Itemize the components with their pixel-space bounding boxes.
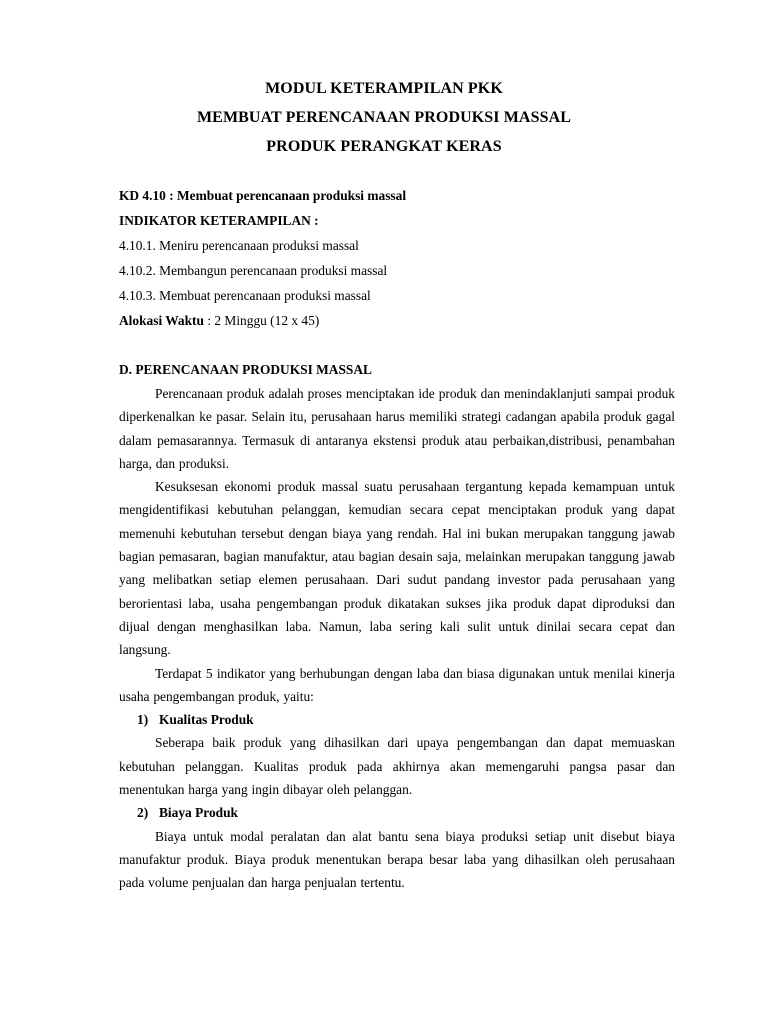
list-item-heading xyxy=(119,801,675,824)
indicator-heading: INDIKATOR KETERAMPILAN : xyxy=(119,213,319,228)
indicator-item: 4.10.3. Membuat perencanaan produksi massal xyxy=(119,288,371,303)
module-meta xyxy=(119,183,679,333)
list-item-text: Seberapa baik produk yang dihasilkan dari upaya pengembangan dan dapat memuaskan kebutuhan pelanggan. Kualitas produk pada akhirnya akan memengaruhi pangsa pasar dan menentukan harga yang ingin dibayar oleh pelanggan. xyxy=(119,735,675,798)
time-allocation xyxy=(119,308,679,333)
time-allocation-value: : 2 Minggu (12 x 45) xyxy=(203,313,320,328)
list-item-text: Biaya untuk modal peralatan dan alat bantu sena biaya produksi setiap unit disebut biaya manufaktur produk. Biaya produk menentukan berapa besar laba yang dihasilkan oleh perusahaan pada volume penjualan dan harga penjualan tertentu. xyxy=(119,828,675,891)
indicator-item: 4.10.2. Membangun perencanaan produksi massal xyxy=(119,263,388,278)
title-line-1: MODUL KETERAMPILAN PKK xyxy=(265,80,503,97)
section-content xyxy=(119,358,675,895)
body-paragraph: Terdapat 5 indikator yang berhubungan dengan laba dan biasa digunakan untuk menilai kinerja usaha pengembangan produk, yaitu: xyxy=(119,665,675,704)
list-item-number: 2) xyxy=(137,805,149,821)
body-paragraph: Kesuksesan ekonomi produk massal suatu perusahaan tergantung kepada kemampuan untuk mengidentifikasi kebutuhan pelanggan, kemudian secara cepat menciptakan produk yang dapat memenuhi kebutuhan tersebut dengan biaya yang rendah. Hal ini bukan merupakan tanggung jawab bagian pemasaran, bagian manufaktur, atau bagian desain saja, melainkan merupakan tanggung jawab yang melibatkan setiap elemen perusahaan. Dari sudut pandang investor pada perusahaan yang berorientasi laba, usaha pengembangan produk dikatakan sukses jika produk dapat diproduksi dan dijual dengan menghasilkan laba. Namun, laba sering kali sulit untuk dinilai secara cepat dan langsung. xyxy=(119,479,675,658)
time-allocation-label: Alokasi Waktu xyxy=(119,313,204,328)
list-item-heading xyxy=(119,708,675,731)
title-line-2: MEMBUAT PERENCANAAN PRODUKSI MASSAL xyxy=(196,109,572,126)
indicator-item: 4.10.1. Meniru perencanaan produksi massal xyxy=(119,238,359,253)
document-title xyxy=(0,74,768,161)
list-item-title: Biaya Produk xyxy=(159,805,239,821)
section-heading: D. PERENCANAAN PRODUKSI MASSAL xyxy=(119,362,372,377)
body-paragraph: Perencanaan produk adalah proses menciptakan ide produk dan menindaklanjuti sampai produk diperkenalkan ke pasar. Selain itu, perusahaan harus memiliki strategi cadangan apabila produk gagal dalam pemasarannya. Termasuk di antaranya ekstensi produk atau perbaikan,distribusi, penambahan harga, dan produksi. xyxy=(119,386,675,471)
list-item-title: Kualitas Produk xyxy=(159,712,254,728)
list-item-number: 1) xyxy=(137,712,149,728)
title-line-3: PRODUK PERANGKAT KERAS xyxy=(266,138,502,155)
kd-line: KD 4.10 : Membuat perencanaan produksi massal xyxy=(119,188,407,203)
